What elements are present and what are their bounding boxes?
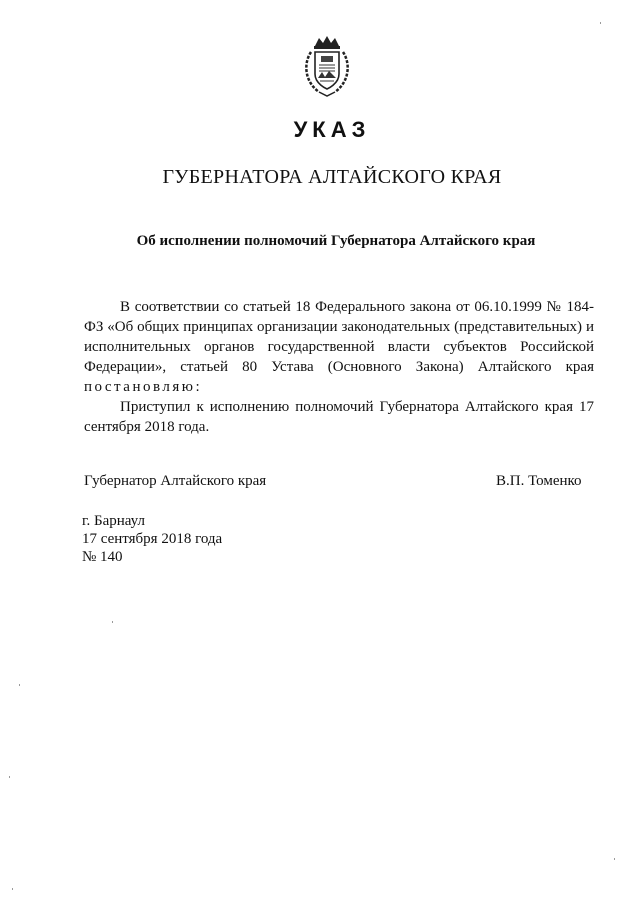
issue-date: 17 сентября 2018 года bbox=[82, 531, 223, 547]
decree-subject: Об исполнении полномочий Губернатора Алтайского края bbox=[136, 233, 536, 249]
scan-speck bbox=[614, 858, 615, 860]
issuing-authority: ГУБЕРНАТОРА АЛТАЙСКОГО КРАЯ bbox=[162, 166, 502, 188]
signature-position: Губернатор Алтайского края bbox=[84, 473, 267, 489]
document-number: № 140 bbox=[82, 549, 123, 565]
decree-keyword: постановляю: bbox=[84, 379, 203, 395]
document-footer bbox=[82, 512, 222, 566]
decree-body bbox=[84, 297, 594, 437]
paragraph-decision: Приступил к исполнению полномочий Губернатора Алтайского края 17 сентября 2018 года. bbox=[84, 399, 594, 435]
signature-name: В.П. Томенко bbox=[496, 473, 582, 489]
scan-speck bbox=[600, 22, 601, 24]
coat-of-arms-icon bbox=[301, 34, 353, 98]
scan-speck bbox=[112, 621, 113, 623]
document-title: УКАЗ bbox=[293, 117, 371, 142]
scan-speck bbox=[12, 888, 13, 890]
place: г. Барнаул bbox=[82, 513, 145, 529]
scan-speck bbox=[19, 684, 20, 686]
paragraph-basis bbox=[84, 297, 594, 397]
basis-text: В соответствии со статьей 18 Федерального закона от 06.10.1999 № 184-ФЗ «Об общих принципах организации законодательных (представительных) и исполнительных органов государственной власти субъектов Российской Федерации», статьей 80 Устава (Основного Закона) Алтайского края bbox=[84, 299, 594, 375]
scan-speck bbox=[9, 776, 10, 778]
